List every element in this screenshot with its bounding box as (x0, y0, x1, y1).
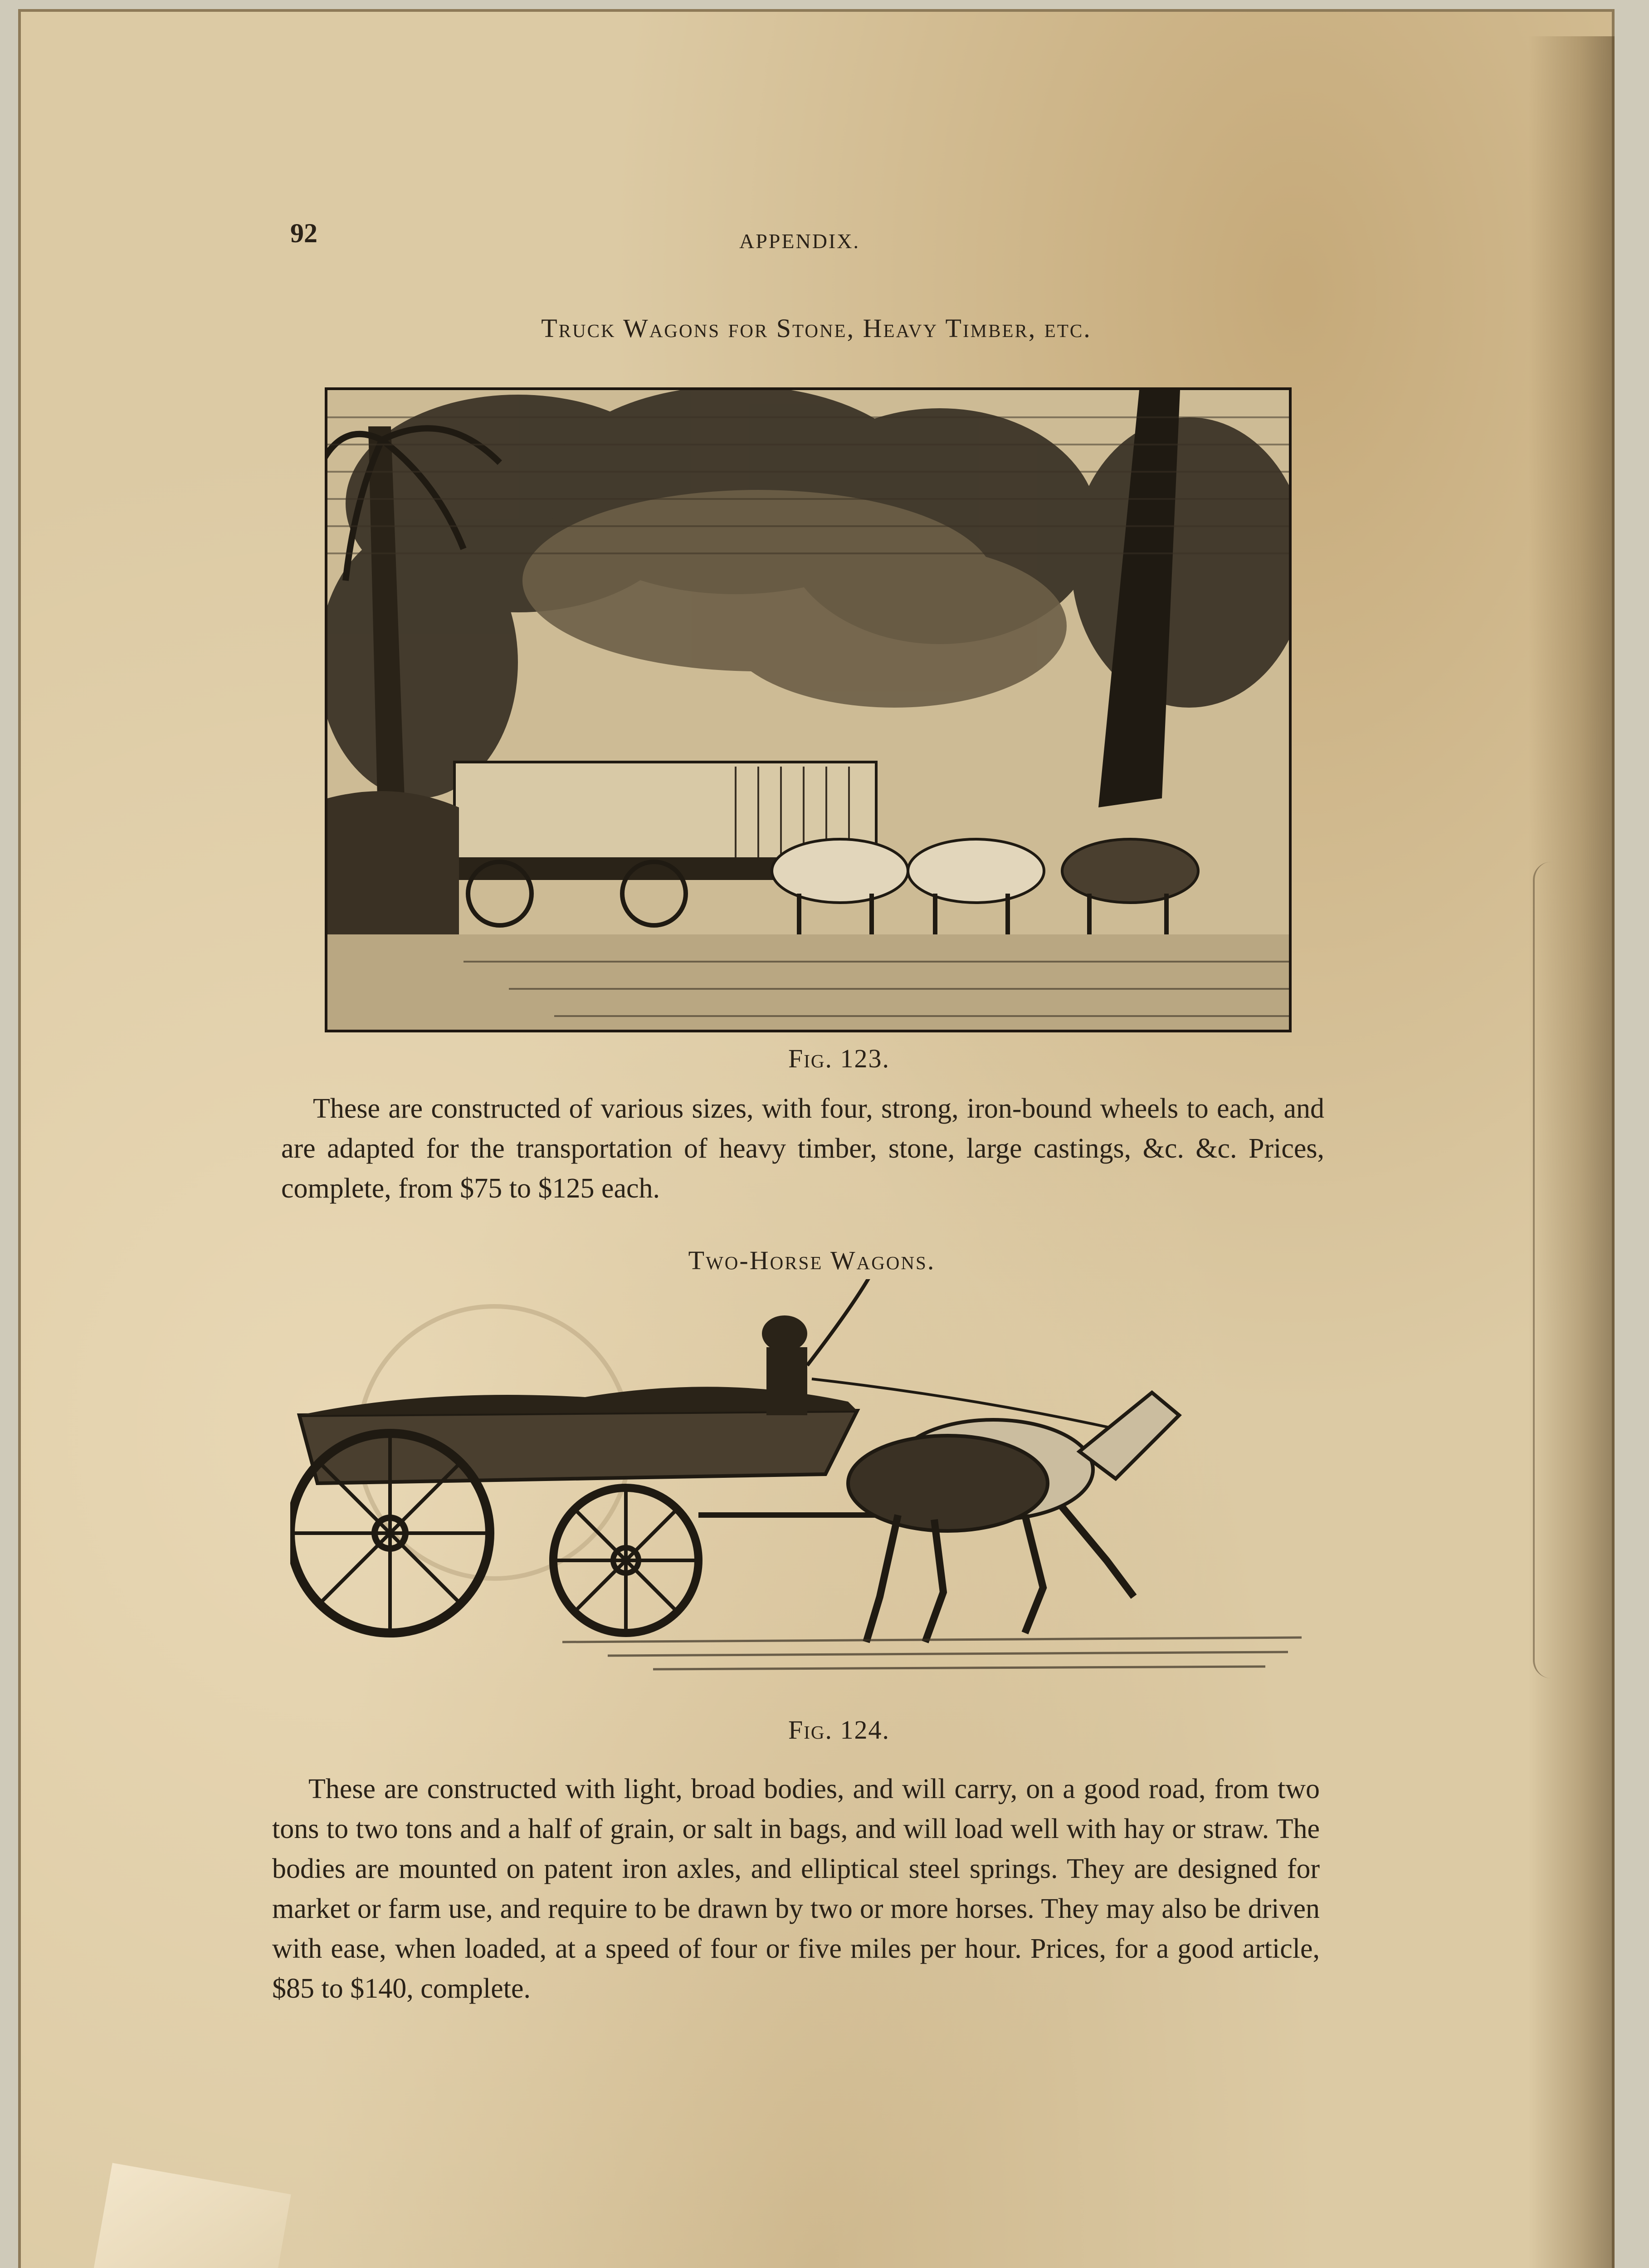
engraving-two-horse-wagon-svg (290, 1279, 1302, 1710)
truck-wagons-description: These are constructed of various sizes, with four, strong, iron-bound wheels to each, and are adapted for the transportation of heavy timber, stone, large castings, &c. &c. Prices, complete, from $75 to $125 each. (281, 1093, 1324, 1204)
running-head: APPENDIX. (739, 230, 860, 253)
section-heading-truck-wagons: Truck Wagons for Stone, Heavy Timber, etc. (541, 313, 1092, 343)
figure-123-caption: Fig. 123. (788, 1044, 890, 1073)
binding-thread (1533, 862, 1571, 1678)
page-corner-crease (81, 2163, 291, 2268)
engraving-truck-wagon-oxen (325, 387, 1292, 1032)
page-number: 92 (290, 218, 317, 248)
engraving-truck-wagon-svg (327, 390, 1289, 1030)
figure-124-caption: Fig. 124. (788, 1715, 890, 1745)
two-horse-wagons-description: These are constructed with light, broad bodies, and will carry, on a good road, from two tons to two tons and a half of grain, or salt in bags, and will load well with hay or straw. The bodies are mounted on patent iron axles, and elliptical steel springs. They are designed for market or farm use, and require to be drawn by two or more horses. They may also be driven with ease, when loaded, at a speed of four or five miles per hour. Prices, for a good article, $85 to $140, complete. (272, 1774, 1320, 2004)
section-heading-two-horse-wagons: Two-Horse Wagons. (688, 1246, 936, 1275)
engraving-two-horse-wagon (290, 1279, 1302, 1710)
